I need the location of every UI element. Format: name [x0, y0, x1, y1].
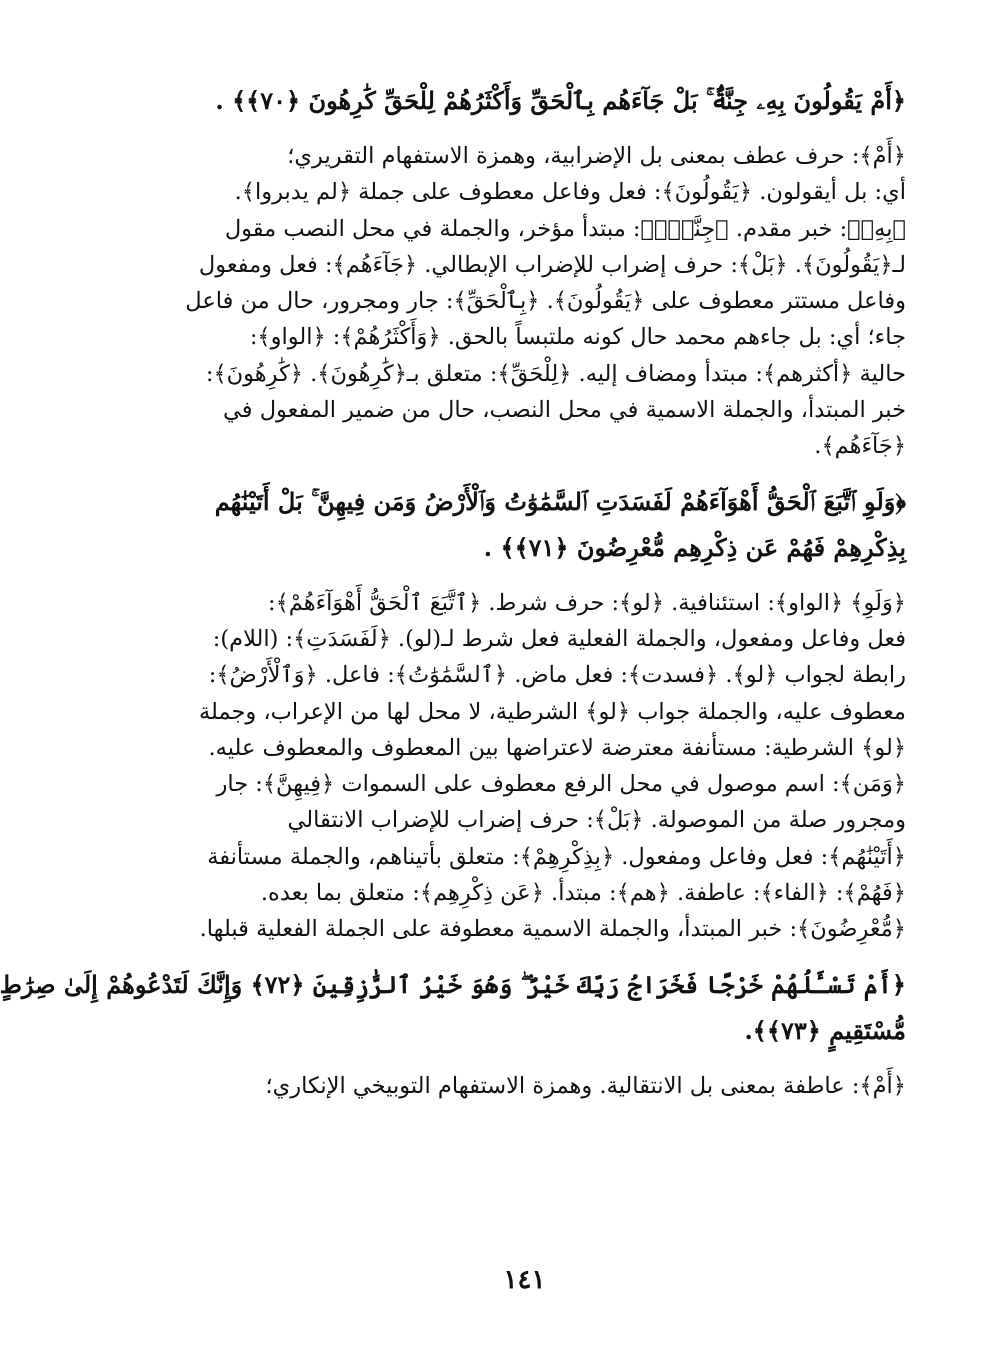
verse-line: مُّسْتَقِيمٍ ﴿٧٣﴾﴾.: [744, 1015, 906, 1045]
text-line: ﴿بِهِۦ﴾: خبر مقدم. ﴿جِنَّةٌۢ﴾: مبتدأ مؤخر، والجملة في محل النصب مقول: [224, 215, 906, 242]
text-line: لـ﴿يَقُولُونَ﴾. ﴿بَلْ﴾: حرف إضراب للإضراب الإبطالي. ﴿جَآءَهُم﴾: فعل ومفعول: [198, 251, 906, 278]
text-line: وفاعل مستتر معطوف على ﴿يَقُولُونَ﴾. ﴿بِٱلْحَقِّ﴾: جار ومجرور، حال من فاعل: [185, 288, 906, 315]
irab-paragraph-2: [133, 585, 906, 948]
verse-line: ﴿وَلَوِ ٱتَّبَعَ ٱلْحَقُّ أَهْوَآءَهُمْ لَفَسَدَتِ ٱلسَّمَٰوَٰتُ وَٱلْأَرْضُ وَمَن فِيهِنَّ ۚ بَلْ أَتَيْنَٰهُم: [214, 486, 906, 516]
text-line: معطوف عليه، والجملة جواب ﴿لو﴾ الشرطية، لا محل لها من الإعراب، وجملة: [198, 698, 906, 725]
text-line: ﴿لو﴾ الشرطية: مستأنفة معترضة لاعتراضها بين المعطوف والمعطوف عليه.: [208, 734, 906, 761]
text-line: ﴿وَلَوِ﴾ ﴿الواو﴾: استئنافية. ﴿لو﴾: حرف شرط. ﴿ٱتَّبَعَ ٱلْحَقُّ أَهْوَآءَهُمْ﴾:: [267, 589, 906, 616]
text-line: خبر المبتدأ، والجملة الاسمية في محل النصب، حال من ضمير المفعول في: [223, 397, 906, 424]
text-line: ﴿أَمْ﴾: حرف عطف بمعنى بل الإضرابية، وهمزة الاستفهام التقريري؛: [287, 143, 906, 169]
text-line: رابطة لجواب ﴿لو﴾. ﴿فسدت﴾: فعل ماض. ﴿ٱلسَّمَٰوَٰتُ﴾: فاعل. ﴿وَٱلْأَرْضُ﴾:: [208, 662, 906, 689]
text-line: ﴿مُّعْرِضُونَ﴾: خبر المبتدأ، والجملة الاسمية معطوفة على الجملة الفعلية قبلها.: [199, 916, 906, 943]
verse-line: بِذِكْرِهِمْ فَهُمْ عَن ذِكْرِهِم مُّعْرِضُونَ ﴿٧١﴾﴾ .: [483, 532, 906, 562]
verse-line: ﴿أَمْ يَقُولُونَ بِهِۦ جِنَّةٌۢ ۚ بَلْ جَآءَهُم بِٱلْحَقِّ وَأَكْثَرُهُمْ لِلْحَقِّ كَٰرِهُونَ ﴿٧٠﴾﴾ .: [215, 86, 906, 115]
text-line: ﴿أَمْ﴾: عاطفة بمعنى بل الانتقالية. وهمزة الاستفهام التوبيخي الإنكاري؛: [265, 1072, 906, 1099]
text-line: ﴿أَتَيْنَٰهُم﴾: فعل وفاعل ومفعول. ﴿بِذِكْرِهِمْ﴾: متعلق بأتيناهم، والجملة مستأنفة: [207, 843, 906, 870]
text-line: ﴿جَآءَهُم﴾.: [814, 433, 906, 460]
text-line: ومجرور صلة من الموصولة. ﴿بَلْ﴾: حرف إضراب للإضراب الانتقالي: [287, 807, 906, 834]
irab-paragraph-1: [133, 138, 906, 465]
quran-verse-72-73: [0, 962, 906, 1054]
irab-paragraph-3: [133, 1068, 906, 1104]
text-line: أي: بل أيقولون. ﴿يَقُولُونَ﴾: فعل وفاعل معطوف على جملة ﴿لم يدبروا﴾.: [234, 179, 906, 206]
page-body: [0, 78, 906, 1118]
text-line: فعل وفاعل ومفعول، والجملة الفعلية فعل شرط لـ(لو). ﴿لَفَسَدَتِ﴾: (اللام):: [212, 625, 906, 652]
quran-verse-70: [133, 78, 906, 124]
text-line: حالية ﴿أكثرهم﴾: مبتدأ ومضاف إليه. ﴿لِلْحَقِّ﴾: متعلق بـ﴿كَٰرِهُونَ﴾. ﴿كَٰرِهُونَ﴾:: [205, 360, 906, 387]
text-line: ﴿فَهُمْ﴾: ﴿الفاء﴾: عاطفة. ﴿هم﴾: مبتدأ. ﴿عَن ذِكْرِهِم﴾: متعلق بما بعده.: [260, 880, 906, 907]
quran-verse-71: [133, 479, 906, 571]
text-line: جاء؛ أي: بل جاءهم محمد حال كونه ملتبساً بالحق. ﴿وَأَكْثَرُهُمْ﴾: ﴿الواو﴾:: [249, 324, 906, 351]
verse-line: ﴿أَمْ تَسْـَٔلُهُمْ خَرْجًا فَخَرَاجُ رَبِّكَ خَيْرٌ ۖ وَهُوَ خَيْرُ ٱلرَّٰزِقِينَ ﴿٧٢﴾ وَإِنَّكَ لَتَدْعُوهُمْ إِلَىٰ صِرَٰطٍ: [0, 969, 906, 999]
text-line: ﴿وَمَن﴾: اسم موصول في محل الرفع معطوف على السموات ﴿فِيهِنَّ﴾: جار: [216, 771, 906, 798]
page-number: ١٤١: [503, 1265, 546, 1295]
